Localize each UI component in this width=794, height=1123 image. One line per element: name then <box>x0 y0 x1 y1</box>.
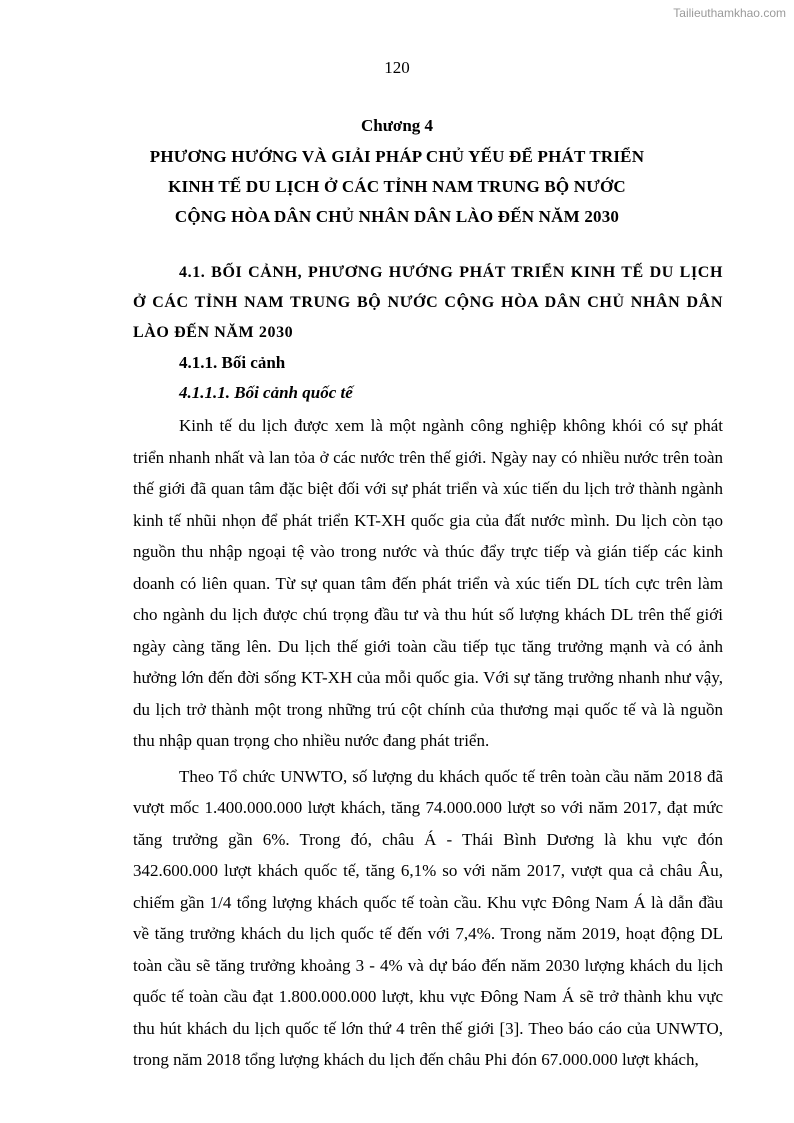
page-body <box>133 258 723 1076</box>
paragraph: Kinh tế du lịch được xem là một ngành công nghiệp không khói có sự phát triển nhanh nhất và lan tỏa ở các nước trên thế giới. Ngày nay có nhiều nước trên toàn thế giới đã quan tâm đặc biệt đối với sự phát triển và xúc tiến du lịch trở thành ngành kinh tế nhũi nhọn để phát triển KT-XH quốc gia của đất nước mình. Du lịch còn tạo nguồn thu nhập ngoại tệ vào trong nước và thúc đẩy trực tiếp và gián tiếp các kinh doanh có liên quan. Từ sự quan tâm đến phát triển và xúc tiến DL tích cực trên làm cho ngành du lịch được chú trọng đầu tư và thu hút số lượng khách DL trên thế giới ngày càng tăng lên. Du lịch thế giới toàn cầu tiếp tục tăng trưởng mạnh và có ảnh hưởng lớn đến đời sống KT-XH của mỗi quốc gia. Với sự tăng trưởng nhanh như vậy, du lịch trở thành một trong những trú cột chính của thương mại quốc tế và là nguồn thu nhập quan trọng cho nhiều nước đang phát triển. <box>133 416 723 750</box>
subsection-heading: 4.1.1. Bối cảnh <box>179 353 286 372</box>
chapter-title-line: KINH TẾ DU LỊCH Ở CÁC TỈNH NAM TRUNG BỘ NƯỚC <box>168 177 626 196</box>
section-heading: 4.1. BỐI CẢNH, PHƯƠNG HƯỚNG PHÁT TRIỂN KINH TẾ DU LỊCH Ở CÁC TỈNH NAM TRUNG BỘ NƯỚC CỘNG HÒA DÂN CHỦ NHÂN DÂN LÀO ĐẾN NĂM 2030 <box>133 264 723 341</box>
chapter-title-line: CỘNG HÒA DÂN CHỦ NHÂN DÂN LÀO ĐẾN NĂM 2030 <box>174 207 620 226</box>
chapter-title-line: PHƯƠNG HƯỚNG VÀ GIẢI PHÁP CHỦ YẾU ĐỂ PHÁT TRIỂN <box>149 147 645 166</box>
paragraph: Theo Tổ chức UNWTO, số lượng du khách quốc tế trên toàn cầu năm 2018 đã vượt mốc 1.400.000.000 lượt khách, tăng 74.000.000 lượt so với năm 2017, đạt mức tăng trưởng gần 6%. Trong đó, châu Á - Thái Bình Dương là khu vực đón 342.600.000 lượt khách quốc tế, tăng 6,1% so với năm 2017, vượt qua cả châu Âu, chiếm gần 1/4 tổng lượng khách quốc tế toàn cầu. Khu vực Đông Nam Á là dẫn đầu về tăng trưởng khách du lịch quốc tế đến với 7,4%. Trong năm 2019, hoạt động DL toàn cầu sẽ tăng trưởng khoảng 3 - 4% và dự báo đến năm 2030 lượng khách du lịch quốc tế toàn cầu đạt 1.800.000.000 lượt, khu vực Đông Nam Á sẽ trở thành khu vực thu hút khách du lịch quốc tế lớn thứ 4 trên thế giới [3]. Theo báo cáo của UNWTO, trong năm 2018 tổng lượng khách du lịch đến châu Phi đón 67.000.000 lượt khách, <box>133 766 723 1069</box>
subsubsection-heading: 4.1.1.1. Bối cảnh quốc tế <box>179 383 353 402</box>
chapter-title <box>0 142 794 232</box>
page-number: 120 <box>384 58 410 77</box>
chapter-label: Chương 4 <box>360 116 434 135</box>
watermark: Tailieuthamkhao.com <box>673 6 786 20</box>
